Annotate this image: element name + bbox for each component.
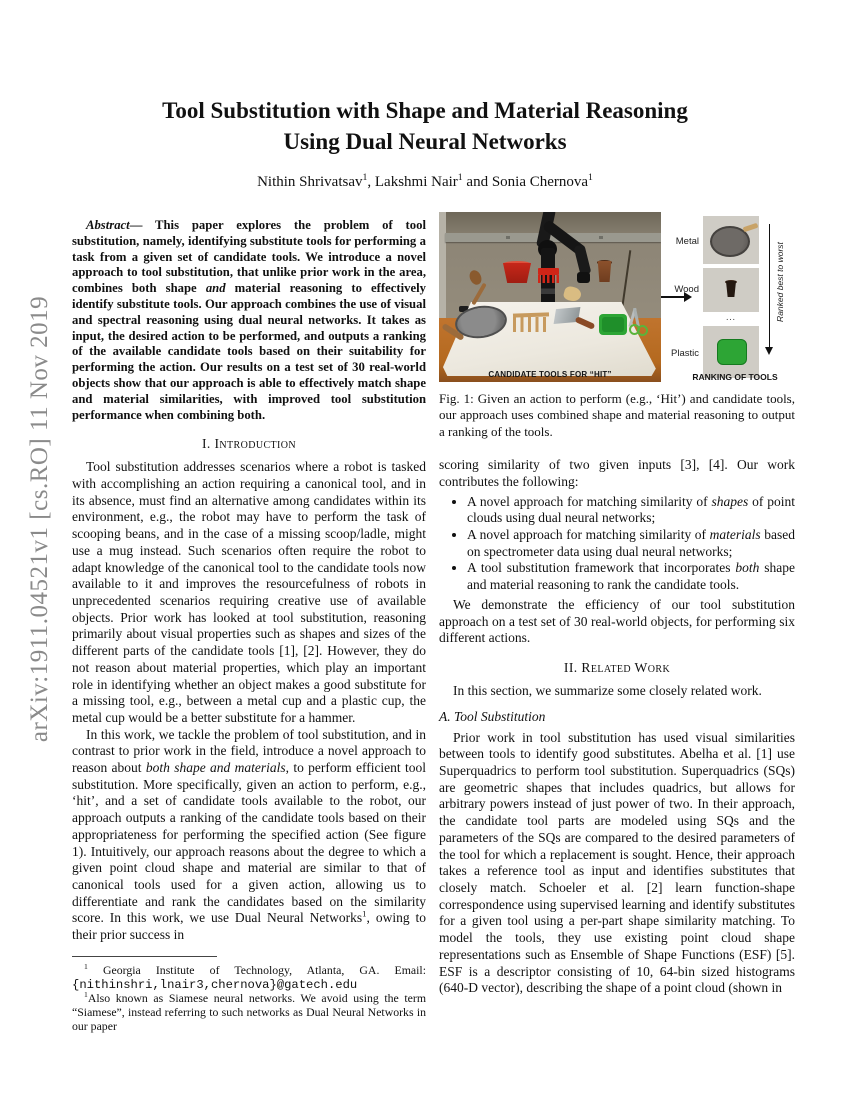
robot-gripper bbox=[577, 272, 590, 283]
metal-pan-handle bbox=[743, 223, 759, 232]
wood-cup-thumbnail bbox=[725, 281, 737, 297]
related-work-paragraph-1: Prior work in tool substitution has used visual similarities between tools to identify good substitutes. Abelha et al. [1] use Superquadrics to perform tool substitution. Superquadrics (SQs) are geometric shapes that includes quadrics, but allows for arbitrary powers instead of just power of two. In their approach, the candidate tool parts are modeled using SQs and the parameters of the SQs are compared to the desired parameters of the tool for which a replacement is sought. Hence, their approach takes a reference tool as input and identifies substitutes that closely match. Schoeler et al. [2] learn function-shape correspondence using supervised learning and identify substitutes for a given tool using a per-part shape similarity matching. To model the tools, they use existing point cloud shape representations such as Ensemble of Shape Functions (ESF) [5]. ESF is a descriptor consisting of 10, 64-bin sized histograms (640-D vector), describing the shape of a point cloud (shown in bbox=[439, 729, 795, 996]
paper-header bbox=[0, 0, 850, 191]
footnote-affiliation: $^1$ Georgia Institute of Technology, Atlanta, GA. Email: {nithinshri,lnair3,chernova}@gatech.edu bbox=[72, 961, 426, 992]
figure1-ranking-panel bbox=[665, 212, 795, 382]
scissors-handle bbox=[637, 325, 648, 336]
ranking-tile-metal bbox=[703, 216, 759, 264]
contribution-item-shapes: • A novel approach for matching similarity of shapes of point clouds using dual neural networks; bbox=[467, 494, 795, 527]
figure1-graphic bbox=[439, 212, 795, 382]
red-bowl bbox=[503, 263, 531, 283]
authors: Nithin Shrivatsav$^1$, Lakshmi Nair$^1$ and Sonia Chernova$^1$ bbox=[257, 172, 593, 190]
ranking-tile-plastic bbox=[703, 326, 759, 378]
demonstration-paragraph: We demonstrate the efficiency of our tool substitution approach on a test set of 30 real-world objects, for performing six different actions. bbox=[439, 596, 795, 646]
arrow-down-icon bbox=[769, 224, 770, 348]
abstract: Abstract— This paper explores the problem of tool substitution, namely, identifying substitute tools for performing a task from a given set of candidate tools. We introduce a novel approach to tool substitution, that unlike prior work in the area, combines both shape and material reasoning to effectively identify substitute tools. Our approach combines the use of visual and spectral reasoning using dual neural networks. It takes as input, the desired action to be performed, and outputs a ranking of the available candidate tools based on their suitability for performing the action. Our results on a test set of 30 real-world objects show that our approach is able to effectively match shape and material similarities, with improved tool substitution performance when combining both. bbox=[72, 218, 426, 422]
scoring-paragraph: scoring similarity of two given inputs [3], [4]. Our work contributes the following: bbox=[439, 457, 795, 489]
paper-title-line1: Tool Substitution with Shape and Material Reasoning bbox=[162, 98, 688, 123]
section-heading-introduction: I. Introduction bbox=[201, 436, 297, 452]
arxiv-watermark: arXiv:1911.04521v1 [cs.RO] 11 Nov 2019 bbox=[26, 295, 53, 743]
figure1-robot-photo bbox=[439, 212, 661, 382]
section-heading-related-work: II. Related Work bbox=[563, 659, 671, 675]
ranking-of-tools-caption: RANKING OF TOOLS bbox=[692, 372, 778, 382]
figure1-caption: Fig. 1: Given an action to perform (e.g., ‘Hit’) and candidate tools, our approach uses combined shape and material reasoning to output a ranking of the tools. bbox=[439, 391, 795, 439]
ranking-tile-wood bbox=[703, 268, 759, 312]
paper-title-line2: Using Dual Neural Networks bbox=[283, 129, 567, 154]
two-column-body bbox=[0, 218, 850, 1034]
figure-1 bbox=[439, 212, 795, 440]
left-column bbox=[72, 218, 426, 1034]
plastic-container-thumbnail bbox=[717, 339, 747, 365]
photo-wall-strip bbox=[439, 212, 446, 318]
red-rake bbox=[538, 268, 559, 275]
ranked-best-to-worst-label: Ranked best to worst bbox=[775, 242, 785, 322]
related-work-intro: In this section, we summarize some closely related work. bbox=[453, 682, 762, 698]
intro-paragraph-2: In this work, we tackle the problem of tool substitution, and in contrast to prior work in the field, introduce a novel approach to reason about both shape and materials, to perform efficient tool substitution. More specifically, given an action to perform, e.g., ‘hit’, and a set of candidate tools available to the robot, our approach outputs a ranking of the candidate tools based on their appropriateness for performing the specified action (See figure 1). Intuitively, our approach reasons about the degree to which a given point cloud shape and material are similar to that of canonical tools used for a given action, allowing us to differentiate and rank the candidates based on the similarity score. In this work, we use Dual Neural Networks$^1$, owing to their prior success in bbox=[72, 726, 427, 943]
ranking-label-metal: Metal bbox=[675, 236, 699, 247]
red-rake-teeth bbox=[538, 275, 559, 283]
subsection-heading-tool-substitution: A. Tool Substitution bbox=[439, 708, 546, 724]
wooden-cup bbox=[597, 261, 612, 282]
candidate-tools-caption: CANDIDATE TOOLS FOR “HIT” bbox=[488, 370, 612, 379]
green-container-inner bbox=[602, 317, 624, 332]
ranking-ellipsis: ... bbox=[726, 312, 736, 322]
footnote-rule bbox=[72, 956, 217, 957]
contribution-item-materials: • A novel approach for matching similarity of materials based on spectrometer data using dual neural networks; bbox=[467, 527, 795, 560]
ranking-label-wood: Wood bbox=[674, 284, 699, 295]
wooden-sticks-row bbox=[513, 317, 549, 332]
footnote-siamese: $^1$Also known as Siamese neural networks. We avoid using the term “Siamese”, instead referring to such networks as Dual Neural Networks in our paper bbox=[72, 990, 426, 1033]
intro-paragraph-1: Tool substitution addresses scenarios where a robot is tasked with accomplishing an action requiring a canonical tool, and in its absence, must find an alternative among candidates within its environment, e.g., the robot may have to perform the task of scooping beans, and in the case of a missing scoop/ladle, might use a mug instead. Such scenarios often require the robot to adapt knowledge of the canonical tool to the candidate tools now available to it and improves the resourcefulness of robots in unprecedented scenarios requiring creative use of available objects. Prior work has looked at tool substitution, reasoning primarily about visual properties such as shapes and sizes of the different parts of the candidate tools [1], [2]. However, they do not reason about material properties, which play an important role in identifying whether an object makes a good substitute for a missing tool, e.g., between a metal cup and a plastic cup, the metal cup would be a better substitute for a hammer. bbox=[72, 459, 426, 725]
contribution-item-framework: • A tool substitution framework that incorporates both shape and material reasoning to rank the candidate tools. bbox=[467, 560, 795, 593]
right-column bbox=[439, 218, 795, 1034]
contributions-list bbox=[439, 494, 795, 594]
rail-screw bbox=[506, 236, 510, 239]
rail-screw bbox=[599, 236, 603, 239]
ranking-label-plastic: Plastic bbox=[671, 348, 699, 359]
paper-title bbox=[0, 95, 850, 157]
